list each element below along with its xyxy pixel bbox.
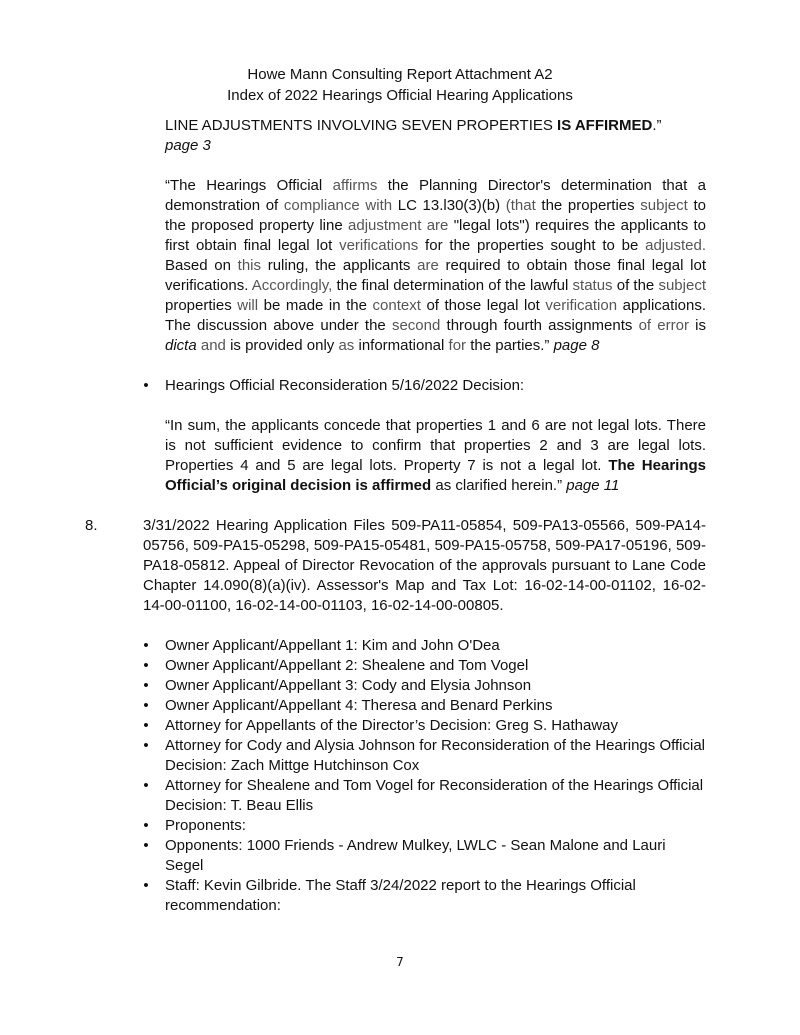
list-item: • Owner Applicant/Appellant 1: Kim and John O'Dea (165, 636, 706, 656)
bullet-icon: • (143, 377, 149, 394)
page-number: 7 (396, 955, 404, 969)
header-title: Howe Mann Consulting Report Attachment A2 (247, 66, 553, 83)
list-item: • Hearings Official Reconsideration 5/16/2022 Decision: (165, 376, 706, 396)
bullet-icon: • (143, 657, 149, 674)
affirmed-line (165, 116, 706, 136)
bullet-icon: • (143, 837, 149, 854)
document-body (85, 116, 707, 916)
bullet-icon: • (143, 817, 149, 834)
hearing-item-8 (85, 516, 706, 616)
affirmed-text: LINE ADJUSTMENTS INVOLVING SEVEN PROPERTIES (165, 117, 558, 134)
item-8-text: 3/31/2022 Hearing Application Files 509-PA11-05854, 509-PA13-05566, 509-PA14-05756, 509-PA15-05298, 509-PA15-05481, 509-PA15-05758, 509-PA17-05196, 509-PA18-05812. Appeal of Director Revocation of the approvals pursuant to Lane Code Chapter 14.090(8)(a)(iv). Assessor's Map and Tax Lot: 16-02-14-00-01102, 16-02-14-00-01100, 16-02-14-00-01103, 16-02-14-00-00805. (143, 517, 706, 614)
list-item: • Proponents: (165, 816, 706, 836)
bullet-icon: • (143, 717, 149, 734)
list-item: • Attorney for Appellants of the Director’s Decision: Greg S. Hathaway (165, 716, 706, 736)
bullet-icon: • (143, 737, 149, 754)
bullet-icon: • (143, 777, 149, 794)
header-subtitle: Index of 2022 Hearings Official Hearing Applications (227, 87, 573, 104)
affirmed-bold: IS AFFIRMED (557, 117, 653, 134)
affirmed-end: .” (652, 117, 662, 134)
list-item: • Staff: Kevin Gilbride. The Staff 3/24/2022 report to the Hearings Official recommendation: (165, 876, 706, 916)
list-item: • Attorney for Cody and Alysia Johnson for Reconsideration of the Hearings Official Decision: Zach Mittge Hutchinson Cox (165, 736, 706, 776)
quote-hearings-official: “The Hearings Official affirms the Planning Director's determination that a demonstration of compliance with LC 13.l30(3)(b) (that the properties subject to the proposed property line adjustment are "legal lots") requires the applicants to first obtain final legal lot verifications for the properties sought to be adjusted. Based on this ruling, the applicants are required to obtain those final legal lot verifications. Accordingly, the final determination of the lawful status of the subject properties will be made in the context of those legal lot verification applications. The discussion above under the second through fourth assignments of error is dicta and is provided only as informational for the parties.” page 8 (165, 177, 707, 354)
bullet-icon: • (143, 637, 149, 654)
page-header (0, 64, 800, 106)
page-ref-3: page 3 (165, 137, 211, 154)
list-item: • Owner Applicant/Appellant 4: Theresa and Benard Perkins (165, 696, 706, 716)
list-item: • Opponents: 1000 Friends - Andrew Mulkey, LWLC - Sean Malone and Lauri Segel (165, 836, 706, 876)
page-ref-11: page 11 (566, 477, 620, 494)
bullet-icon: • (143, 877, 149, 894)
list-item: • Owner Applicant/Appellant 3: Cody and Elysia Johnson (165, 676, 706, 696)
list-item: • Owner Applicant/Appellant 2: Shealene and Tom Vogel (165, 656, 706, 676)
bullet-icon: • (143, 697, 149, 714)
page-ref-8: page 8 (553, 337, 600, 354)
bullet-icon: • (143, 677, 149, 694)
reconsideration-list (143, 376, 706, 396)
item-number: 8. (85, 517, 98, 534)
item-8-bullets (143, 636, 706, 916)
quote-reconsideration: “In sum, the applicants concede that properties 1 and 6 are not legal lots. There is not sufficient evidence to confirm that properties 2 and 3 are legal lots. Properties 4 and 5 are legal lots. Property 7 is not a legal lot. The Hearings Official’s original decision is affirmed as clarified herein.” page 11 (165, 417, 706, 494)
list-item: • Attorney for Shealene and Tom Vogel for Reconsideration of the Hearings Official Decision: T. Beau Ellis (165, 776, 706, 816)
